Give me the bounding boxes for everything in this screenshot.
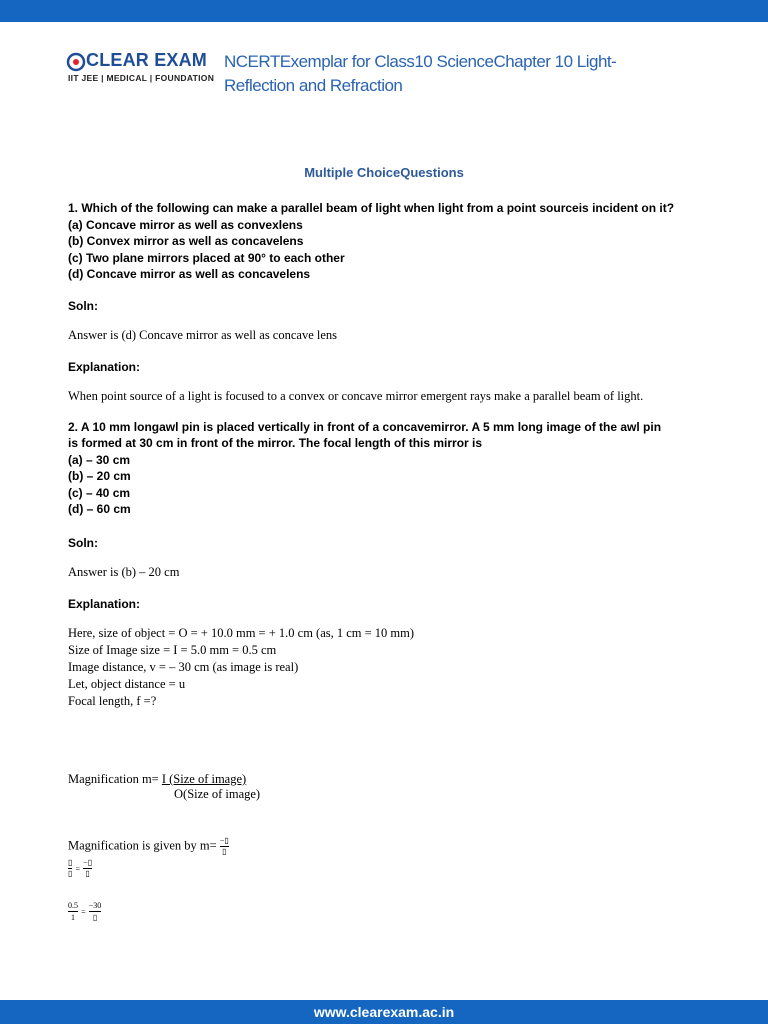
explanation-line: Size of Image size = I = 5.0 mm = 0.5 cm (68, 642, 277, 657)
equals-sign: = (81, 907, 86, 917)
option-a: (a) – 30 cm (68, 452, 131, 467)
question-1-text: 1. Which of the following can make a parallel beam of light when light from a point sourceis incident on it? (68, 201, 675, 215)
footer-url[interactable]: www.clearexam.ac.in (0, 1000, 768, 1024)
option-a: (a) Concave mirror as well as convexlens (68, 217, 303, 232)
magnification-label: Magnification m= (68, 772, 162, 786)
numerator-value: 0.5 (68, 901, 78, 910)
soln-label: Soln: (68, 535, 98, 550)
explanation-line: Focal length, f =? (68, 693, 157, 708)
logo-tagline: IIT JEE | MEDICAL | FOUNDATION (68, 73, 215, 83)
magnification-formula (68, 772, 260, 802)
placeholder-glyph: ▯ (92, 913, 98, 922)
fraction-minus-v-over-u (220, 836, 229, 857)
placeholder-glyph: ▯ (68, 858, 73, 867)
magnification-given (68, 836, 229, 857)
magnification-given-label: Magnification is given by m= (68, 838, 217, 853)
explanation-line: Here, size of object = O = + 10.0 mm = + 1.0 cm (as, 1 cm = 10 mm) (68, 625, 415, 640)
magnification-denominator: O(Size of image) (174, 787, 261, 801)
fraction-minus-v-over-u (83, 858, 92, 879)
question-2-line-1: 2. A 10 mm longawl pin is placed vertically in front of a concavemirror. A 5 mm long image of the awl pin (68, 419, 662, 434)
logo-name: CLEAR EXAM (86, 50, 208, 70)
fraction-minus30-over-u (89, 900, 102, 923)
document-title (224, 50, 744, 98)
question-2-line-2: is formed at 30 cm in front of the mirror. The focal length of this mirror is (68, 436, 483, 450)
equals-sign: = (75, 864, 81, 874)
minus-sign: − (83, 858, 88, 867)
explanation-1: When point source of a light is focused to a convex or concave mirror emergent rays make a parallel beam of light. (68, 388, 644, 403)
globe-logo-icon (66, 52, 86, 72)
question-1 (68, 200, 708, 283)
explanation-line: Let, object distance = u (68, 676, 186, 691)
answer-2: Answer is (b) – 20 cm (68, 564, 180, 579)
title-line-1: NCERTExemplar for Class10 ScienceChapter 10 Light- (224, 52, 617, 71)
explanation-label: Explanation: (68, 596, 141, 611)
numeric-equation (68, 900, 101, 923)
explanation-line: Image distance, v = – 30 cm (as image is real) (68, 659, 299, 674)
top-bar (0, 0, 768, 22)
option-d: (d) – 60 cm (68, 502, 131, 516)
fraction-i-over-o (68, 858, 72, 879)
option-c: (c) Two plane mirrors placed at 90° to each other (68, 250, 345, 265)
option-c: (c) – 40 cm (68, 485, 131, 500)
placeholder-glyph: ▯ (224, 836, 229, 845)
fraction-half (68, 900, 78, 923)
placeholder-glyph: ▯ (87, 858, 93, 867)
option-d: (d) Concave mirror as well as concavelens (68, 267, 311, 281)
magnification-numerator: I (Size of image) (161, 772, 247, 786)
clear-exam-logo (32, 40, 222, 106)
placeholder-glyph: ▯ (85, 869, 90, 878)
questions-content (68, 200, 708, 710)
placeholder-glyph: ▯ (68, 869, 73, 878)
denominator-value: 1 (71, 913, 75, 922)
numerator-value: −30 (88, 901, 102, 910)
title-line-2: Reflection and Refraction (224, 76, 403, 95)
answer-1: Answer is (d) Concave mirror as well as concave lens (68, 327, 338, 342)
placeholder-glyph: ▯ (222, 847, 227, 856)
explanation-label: Explanation: (68, 359, 141, 374)
soln-label: Soln: (68, 298, 98, 313)
explanation-2 (68, 625, 708, 710)
option-b: (b) – 20 cm (68, 469, 131, 483)
question-2 (68, 419, 708, 518)
section-title: Multiple ChoiceQuestions (304, 165, 464, 180)
minus-sign: − (219, 836, 225, 845)
ratio-equation (68, 858, 92, 879)
option-b: (b) Convex mirror as well as concavelens (68, 234, 304, 248)
